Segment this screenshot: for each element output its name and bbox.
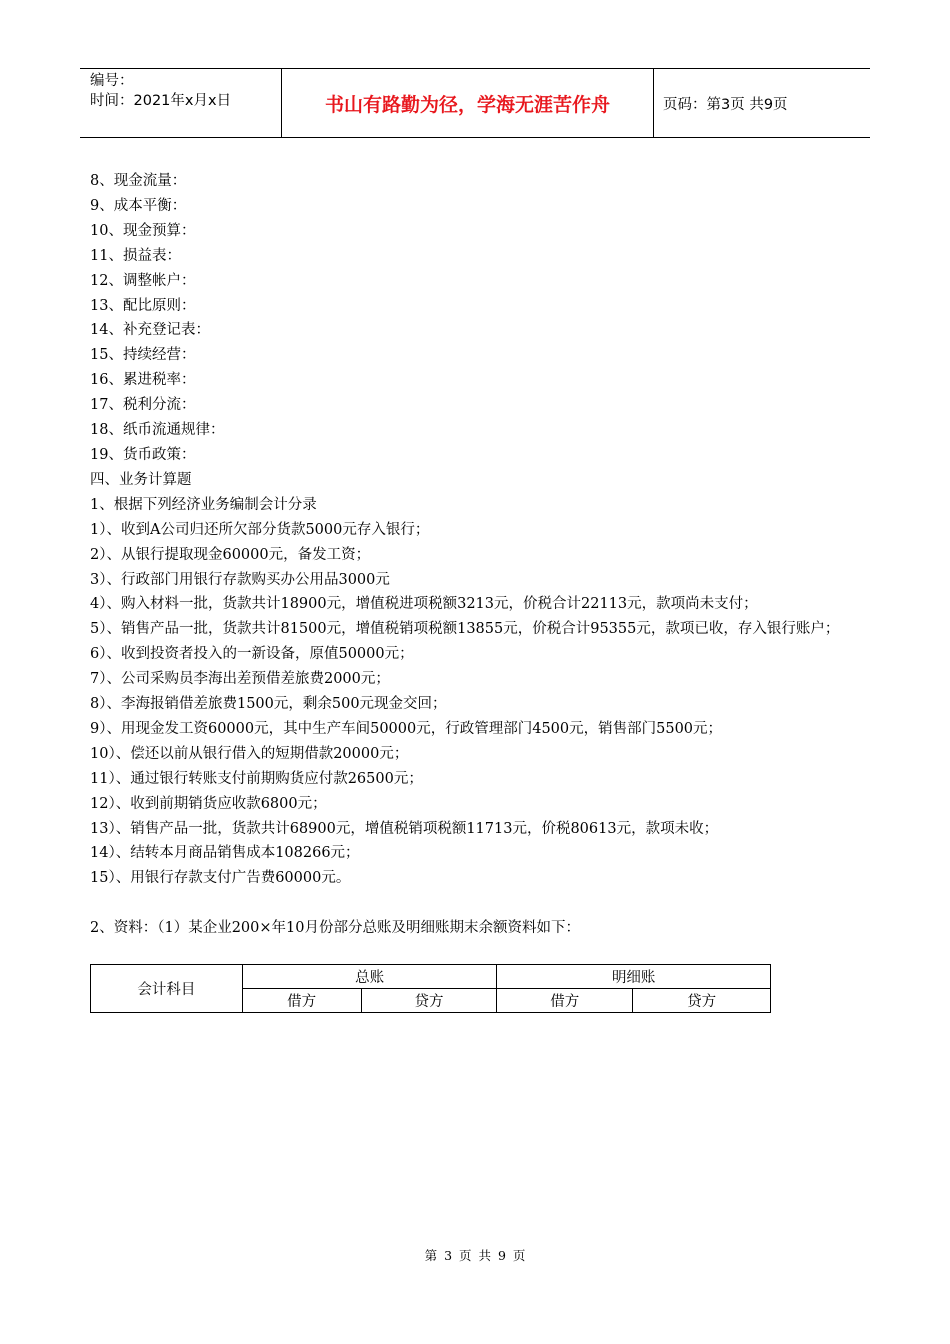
list-item: 11）、通过银行转账支付前期购货应付款26500元； [90, 770, 423, 787]
list-item: 1、根据下列经济业务编制会计分录 [90, 496, 317, 513]
entry-item-5: 5）、销售产品一批，货款共计81500元，增值税销项税额13855元，价税合计95355元，款项已收，存入银行账户； [90, 621, 840, 638]
list-item: 1）、收到A公司归还所欠部分货款5000元存入银行； [90, 521, 430, 538]
list-item: 13、配比原则： [90, 297, 196, 314]
list-item: 9）、用现金发工资60000元，其中生产车间50000元，行政管理部门4500元，销售部门5500元； [90, 720, 723, 737]
list-item: 8）、李海报销借差旅费1500元，剩余500元现金交回； [90, 696, 447, 713]
list-item: 15、持续经营： [90, 347, 196, 364]
list-item: 12、调整帐户： [90, 272, 196, 289]
ledger-balance-table [90, 964, 771, 1013]
header-detail-debit: 借方 [497, 989, 633, 1013]
page-header [80, 68, 870, 138]
list-item: 3）、行政部门用银行存款购买办公用品3000元 [90, 571, 390, 588]
list-item: 19、货币政策： [90, 446, 196, 463]
list-item: 16、累进税率： [90, 372, 196, 389]
header-meta [80, 69, 282, 137]
header-account-subject: 会计科目 [91, 965, 243, 1013]
document-body [90, 169, 870, 941]
section-2-title: 2、资料：（1）某企业200×年10月份部分总账及明细账期末余额资料如下： [90, 920, 580, 937]
list-item: 8、现金流量： [90, 173, 187, 189]
list-item: 7）、公司采购员李海出差预借差旅费2000元； [90, 671, 390, 688]
table-header-row [91, 965, 771, 989]
list-item: 18、纸币流通规律： [90, 422, 225, 439]
list-item: 6）、收到投资者投入的一新设备，原值50000元； [90, 646, 414, 663]
header-detail-credit: 贷方 [633, 989, 771, 1013]
page-footer: 第 3 页 共 9 页 [424, 1248, 526, 1263]
list-item: 10、现金预算： [90, 222, 196, 239]
document-date-label: 时间：2021年x月x日 [90, 93, 232, 109]
list-item: 12）、收到前期销货应收款6800元； [90, 795, 327, 812]
list-item: 13）、销售产品一批，货款共计68900元，增值税销项税额11713元，价税80613元，款项未收； [90, 820, 719, 837]
header-general-credit: 贷方 [361, 989, 497, 1013]
entries-list-continued [90, 642, 870, 891]
header-general-debit: 借方 [242, 989, 361, 1013]
list-item: 11、损益表： [90, 247, 181, 264]
header-general-ledger: 总账 [242, 965, 497, 989]
header-motto: 书山有路勤为径，学海无涯苦作舟 [282, 69, 654, 137]
list-item: 17、税利分流： [90, 397, 196, 414]
list-item: 2）、从银行提取现金60000元，备发工资； [90, 546, 371, 563]
header-page-label: 页码：第3页 共9页 [663, 96, 788, 113]
list-item: 4）、购入材料一批，货款共计18900元，增值税进项税额3213元，价税合计22113元，款项尚未支付； [90, 596, 758, 613]
list-item: 14）、结转本月商品销售成本108266元； [90, 845, 360, 862]
list-item: 15）、用银行存款支付广告费60000元。 [90, 870, 351, 887]
list-item: 四、业务计算题 [90, 471, 192, 488]
header-detail-ledger: 明细账 [497, 965, 771, 989]
list-item: 10）、偿还以前从银行借入的短期借款20000元； [90, 745, 409, 762]
list-item: 9、成本平衡： [90, 197, 187, 214]
terms-and-entries-list [90, 169, 870, 617]
list-item: 14、补充登记表： [90, 322, 210, 339]
paragraph-gap [90, 891, 870, 916]
document-number-label: 编号： [90, 73, 134, 89]
